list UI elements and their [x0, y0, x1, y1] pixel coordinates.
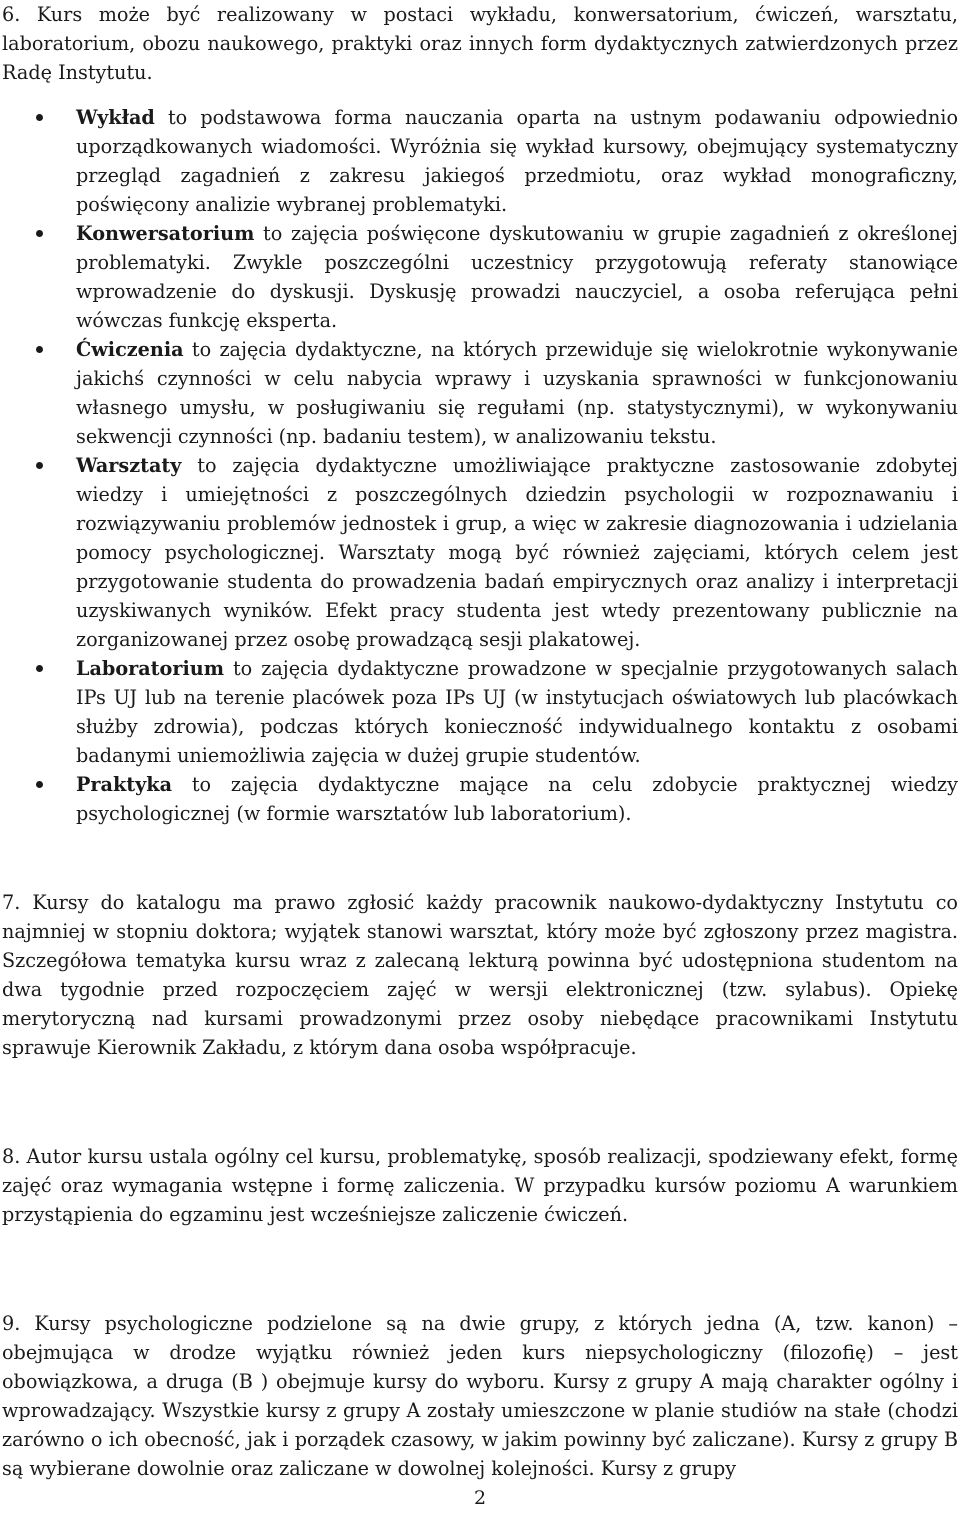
list-item-konwersatorium — [2, 219, 958, 335]
bullet-icon — [36, 114, 43, 121]
course-forms-list — [2, 103, 958, 828]
term-definition: to podstawowa forma nauczania oparta na ustnym podawaniu odpowiednio uporządkowanych wiadomości. Wyróżnia się wykład kursowy, obejmujący systematyczny przegląd zagadnień z zakresu jakiegoś przedmiotu, oraz wykład monograficzny, poświęcony analizie wybranej problematyki. — [76, 106, 958, 216]
bullet-icon — [36, 781, 43, 788]
bullet-icon — [36, 346, 43, 353]
list-item-warsztaty — [2, 451, 958, 654]
term-definition: to zajęcia dydaktyczne mające na celu zdobycie praktycznej wiedzy psychologicznej (w formie warsztatów lub laboratorium). — [76, 773, 958, 825]
bullet-icon — [36, 665, 43, 672]
term-definition: to zajęcia dydaktyczne prowadzone w specjalnie przygotowanych salach IPs UJ lub na terenie placówek poza IPs UJ (w instytucjach oświatowych lub placówkach służby zdrowia), podczas których konieczność indywidualnego kontaktu z osobami badanymi uniemożliwia zajęcia w dużej grupie studentów. — [76, 657, 958, 767]
term-label: Laboratorium — [76, 657, 224, 680]
section-8-paragraph: 8. Autor kursu ustala ogólny cel kursu, problematykę, sposób realizacji, spodziewany efekt, formę zajęć oraz wymagania wstępne i formę zaliczenia. W przypadku kursów poziomu A warunkiem przystąpienia do egzaminu jest wcześniejsze zaliczenie ćwiczeń. — [2, 1145, 958, 1226]
term-label: Konwersatorium — [76, 222, 255, 245]
term-definition: to zajęcia dydaktyczne umożliwiające praktyczne zastosowanie zdobytej wiedzy i umiejętności z poszczególnych dziedzin psychologii w rozpoznawaniu i rozwiązywaniu problemów jednostek i grup, a więc w zakresie diagnozowania i udzielania pomocy psychologicznej. Warsztaty mogą być również zajęciami, których celem jest przygotowanie studenta do prowadzenia badań empirycznych oraz analizy i interpretacji uzyskiwanych wyników. Efekt pracy studenta jest wtedy prezentowany publicznie na zorganizowanej przez osobę prowadzącą sesji plakatowej. — [76, 454, 958, 651]
section-6-intro: 6. Kurs może być realizowany w postaci wykładu, konwersatorium, ćwiczeń, warsztatu, laboratorium, obozu naukowego, praktyki oraz innych form dydaktycznych zatwierdzonych przez Radę Instytutu. — [2, 3, 958, 84]
list-item-wyklad — [2, 103, 958, 219]
page-number: 2 — [473, 1487, 487, 1509]
bullet-icon — [36, 462, 43, 469]
list-item-cwiczenia — [2, 335, 958, 451]
term-definition: to zajęcia poświęcone dyskutowaniu w grupie zagadnień z określonej problematyki. Zwykle poszczególni uczestnicy przygotowują referaty stanowiące wprowadzenie do dyskusji. Dyskusję prowadzi nauczyciel, a osoba referująca pełni wówczas funkcję eksperta. — [76, 222, 958, 332]
term-label: Warsztaty — [76, 454, 182, 477]
term-label: Praktyka — [76, 773, 173, 796]
term-label: Wykład — [76, 106, 155, 129]
term-definition: to zajęcia dydaktyczne, na których przewiduje się wielokrotnie wykonywanie jakichś czynności w celu nabycia wprawy i uzyskania sprawności w funkcjonowaniu własnego umysłu, w posługiwaniu się regułami (np. statystycznymi), w wykonywaniu sekwencji czynności (np. badaniu testem), w analizowaniu tekstu. — [76, 338, 958, 448]
term-label: Ćwiczenia — [76, 338, 184, 361]
section-9-paragraph: 9. Kursy psychologiczne podzielone są na dwie grupy, z których jedna (A, tzw. kanon) – obejmująca w drodze wyjątku również jeden kurs niepsychologiczny (filozofię) – jest obowiązkowa, a druga (B ) obejmuje kursy do wyboru. Kursy z grupy A mają charakter ogólny i wprowadzający. Wszystkie kursy z grupy A zostały umieszczone w planie studiów na stałe (chodzi zarówno o ich obecność, jak i porządek czasowy, w jakim powinny być zaliczane). Kursy z grupy B są wybierane dowolnie oraz zaliczane w dowolnej kolejności. Kursy z grupy — [2, 1312, 958, 1480]
list-item-praktyka — [2, 770, 958, 828]
list-item-laboratorium — [2, 654, 958, 770]
bullet-icon — [36, 230, 43, 237]
section-7-paragraph: 7. Kursy do katalogu ma prawo zgłosić każdy pracownik naukowo-dydaktyczny Instytutu co najmniej w stopniu doktora; wyjątek stanowi warsztat, który może być zgłoszony przez magistra. Szczegółowa tematyka kursu wraz z zalecaną lekturą powinna być udostępniona studentom na dwa tygodnie przed rozpoczęciem zajęć w wersji elektronicznej (tzw. sylabus). Opiekę merytoryczną nad kursami prowadzonymi przez osoby niebędące pracownikami Instytutu sprawuje Kierownik Zakładu, z którym dana osoba współpracuje. — [2, 891, 958, 1059]
